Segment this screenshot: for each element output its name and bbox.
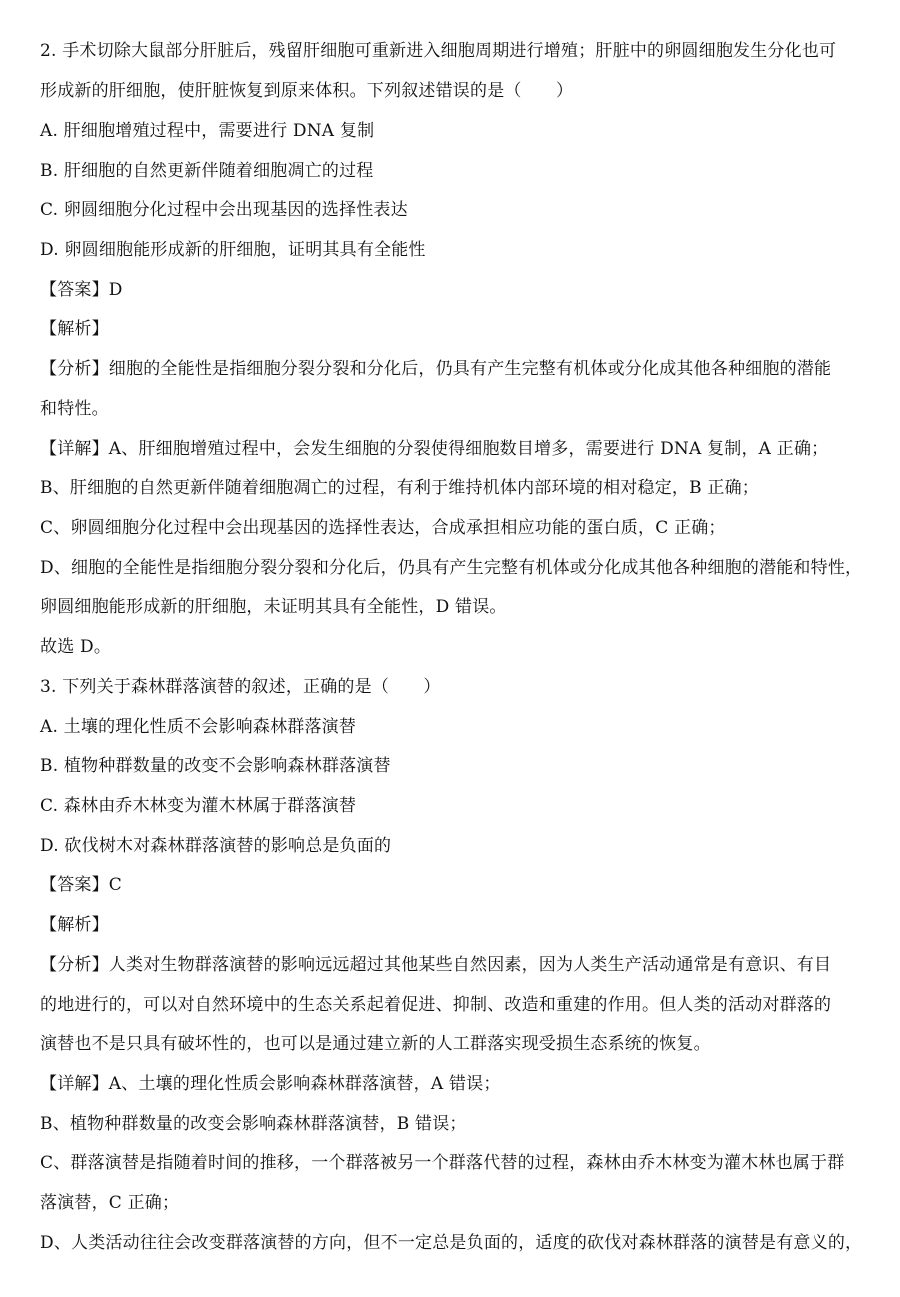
q3-xiangjie-line5: D、人类活动往往会改变群落演替的方向，但不一定总是负面的，适度的砍伐对森林群落的演替是有意义的， [40,1233,863,1253]
q2-stem-line1: 2. 手术切除大鼠部分肝脏后，残留肝细胞可重新进入细胞周期进行增殖；肝脏中的卵圆细胞发生分化也可 [40,41,837,61]
q3-answer: 【答案】C [40,875,123,895]
q2-xiangjie-line2: B、肝细胞的自然更新伴随着细胞凋亡的过程，有利于维持机体内部环境的相对稳定，B 正确； [40,478,759,498]
q2-xiangjie-line5: 卵圆细胞能形成新的肝细胞，未证明其具有全能性，D 错误。 [40,597,507,617]
q3-option-d: D. 砍伐树木对森林群落演替的影响总是负面的 [40,836,392,856]
q3-fenxi-line1: 【分析】人类对生物群落演替的影响远远超过其他某些自然因素，因为人类生产活动通常是有意识、有目 [40,955,832,975]
q2-option-b: B. 肝细胞的自然更新伴随着细胞凋亡的过程 [40,161,374,181]
q2-answer: 【答案】D [40,280,123,300]
q3-stem: 3. 下列关于森林群落演替的叙述，正确的是（ ） [40,677,441,697]
q2-xiangjie-line3: C、卵圆细胞分化过程中会出现基因的选择性表达，合成承担相应功能的蛋白质，C 正确； [40,518,726,538]
q2-fenxi-line2: 和特性。 [40,399,109,419]
q3-fenxi-line3: 演替也不是只具有破坏性的，也可以是通过建立新的人工群落实现受损生态系统的恢复。 [40,1034,711,1054]
q2-stem-line2: 形成新的肝细胞，使肝脏恢复到原来体积。下列叙述错误的是（ ） [40,81,574,101]
q2-option-d: D. 卵圆细胞能形成新的肝细胞，证明其具有全能性 [40,240,426,260]
q3-option-b: B. 植物种群数量的改变不会影响森林群落演替 [40,756,391,776]
q3-option-a: A. 土壤的理化性质不会影响森林群落演替 [40,717,357,737]
q2-conclusion: 故选 D。 [40,637,112,657]
q3-xiangjie-line1: 【详解】A、土壤的理化性质会影响森林群落演替，A 错误； [40,1074,501,1094]
q2-option-a: A. 肝细胞增殖过程中，需要进行 DNA 复制 [40,121,375,141]
q2-xiangjie-line1: 【详解】A、肝细胞增殖过程中，会发生细胞的分裂使得细胞数目增多，需要进行 DNA 复制，A 正确； [40,439,829,459]
q2-option-c: C. 卵圆细胞分化过程中会出现基因的选择性表达 [40,200,408,220]
q2-fenxi-line1: 【分析】细胞的全能性是指细胞分裂分裂和分化后，仍具有产生完整有机体或分化成其他各种细胞的潜能 [40,359,832,379]
q2-xiangjie-line4: D、细胞的全能性是指细胞分裂分裂和分化后，仍具有产生完整有机体或分化成其他各种细胞的潜能和特性， [40,558,863,578]
q3-option-c: C. 森林由乔木林变为灌木林属于群落演替 [40,796,357,816]
q3-fenxi-line2: 的地进行的，可以对自然环境中的生态关系起着促进、抑制、改造和重建的作用。但人类的活动对群落的 [40,995,832,1015]
q2-analysis-label: 【解析】 [40,319,109,339]
q3-xiangjie-line2: B、植物种群数量的改变会影响森林群落演替，B 错误； [40,1114,467,1134]
q3-xiangjie-line4: 落演替，C 正确； [40,1193,180,1213]
q3-analysis-label: 【解析】 [40,915,109,935]
q3-xiangjie-line3: C、群落演替是指随着时间的推移，一个群落被另一个群落代替的过程，森林由乔木林变为灌木林也属于群 [40,1153,845,1173]
